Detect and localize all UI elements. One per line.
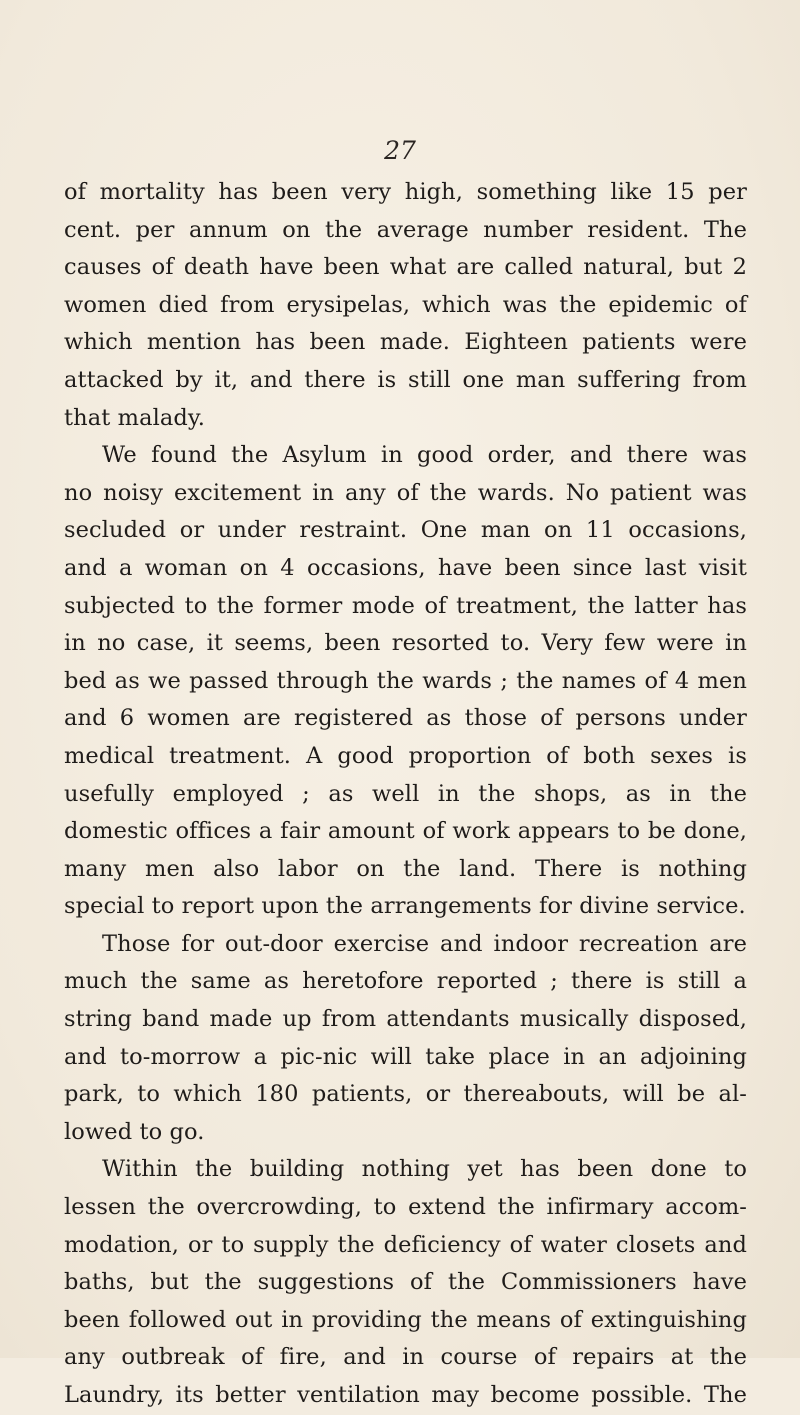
text-line: been followed out in providing the means of extinguishing [64, 1306, 747, 1333]
text-line: Laundry, its better ventilation may become possible. The [64, 1382, 747, 1408]
text-line: attacked by it, and there is still one man suffering from [64, 366, 747, 393]
text-line: special to report upon the arrangements for divine service. [64, 893, 746, 920]
text-line: of mortality has been very high, something like 15 per [64, 179, 747, 205]
text-line: Within the building nothing yet has been done to [102, 1156, 747, 1183]
text-line: Those for out-door exercise and indoor recreation are [102, 930, 747, 957]
text-line: any outbreak of fire, and in course of repairs at the [64, 1344, 747, 1371]
text-line: bed as we passed through the wards ; the names of 4 men [64, 667, 747, 694]
text-line: no noisy excitement in any of the wards. No patient was [64, 479, 747, 506]
text-line: subjected to the former mode of treatment, the latter has [64, 592, 747, 619]
text-line: lowed to go. [64, 1118, 205, 1145]
text-line: We found the Asylum in good order, and there was [102, 442, 747, 469]
text-line: and 6 women are registered as those of persons under [64, 705, 747, 732]
page-number: 27 [384, 136, 416, 165]
text-line: domestic offices a fair amount of work appears to be done, [64, 818, 747, 845]
text-line: and to-morrow a pic-nic will take place in an adjoining [64, 1043, 747, 1070]
text-line: which mention has been made. Eighteen patients were [64, 329, 747, 356]
text-line: medical treatment. A good proportion of both sexes is [64, 742, 747, 769]
text-line: and a woman on 4 occasions, have been since last visit [64, 554, 747, 581]
text-line: cent. per annum on the average number resident. The [64, 216, 747, 243]
text-line: women died from erysipelas, which was the epidemic of [64, 291, 747, 318]
text-line: string band made up from attendants musically disposed, [64, 1006, 747, 1033]
text-line: in no case, it seems, been resorted to. Very few were in [64, 630, 747, 657]
text-line: usefully employed ; as well in the shops, as in the [64, 780, 747, 807]
text-line: lessen the overcrowding, to extend the infirmary accom- [64, 1194, 747, 1221]
text-line: causes of death have been what are called natural, but 2 [64, 254, 747, 281]
text-line: many men also labor on the land. There is nothing [64, 855, 747, 882]
text-line: park, to which 180 patients, or thereabouts, will be al- [64, 1081, 747, 1108]
text-line: modation, or to supply the deficiency of water closets and [64, 1231, 747, 1258]
text-line: baths, but the suggestions of the Commissioners have [64, 1269, 747, 1296]
text-line: secluded or under restraint. One man on 11 occasions, [64, 517, 747, 544]
text-line: that malady. [64, 404, 205, 431]
body-text [64, 174, 747, 1415]
text-line: much the same as heretofore reported ; there is still a [64, 968, 747, 995]
